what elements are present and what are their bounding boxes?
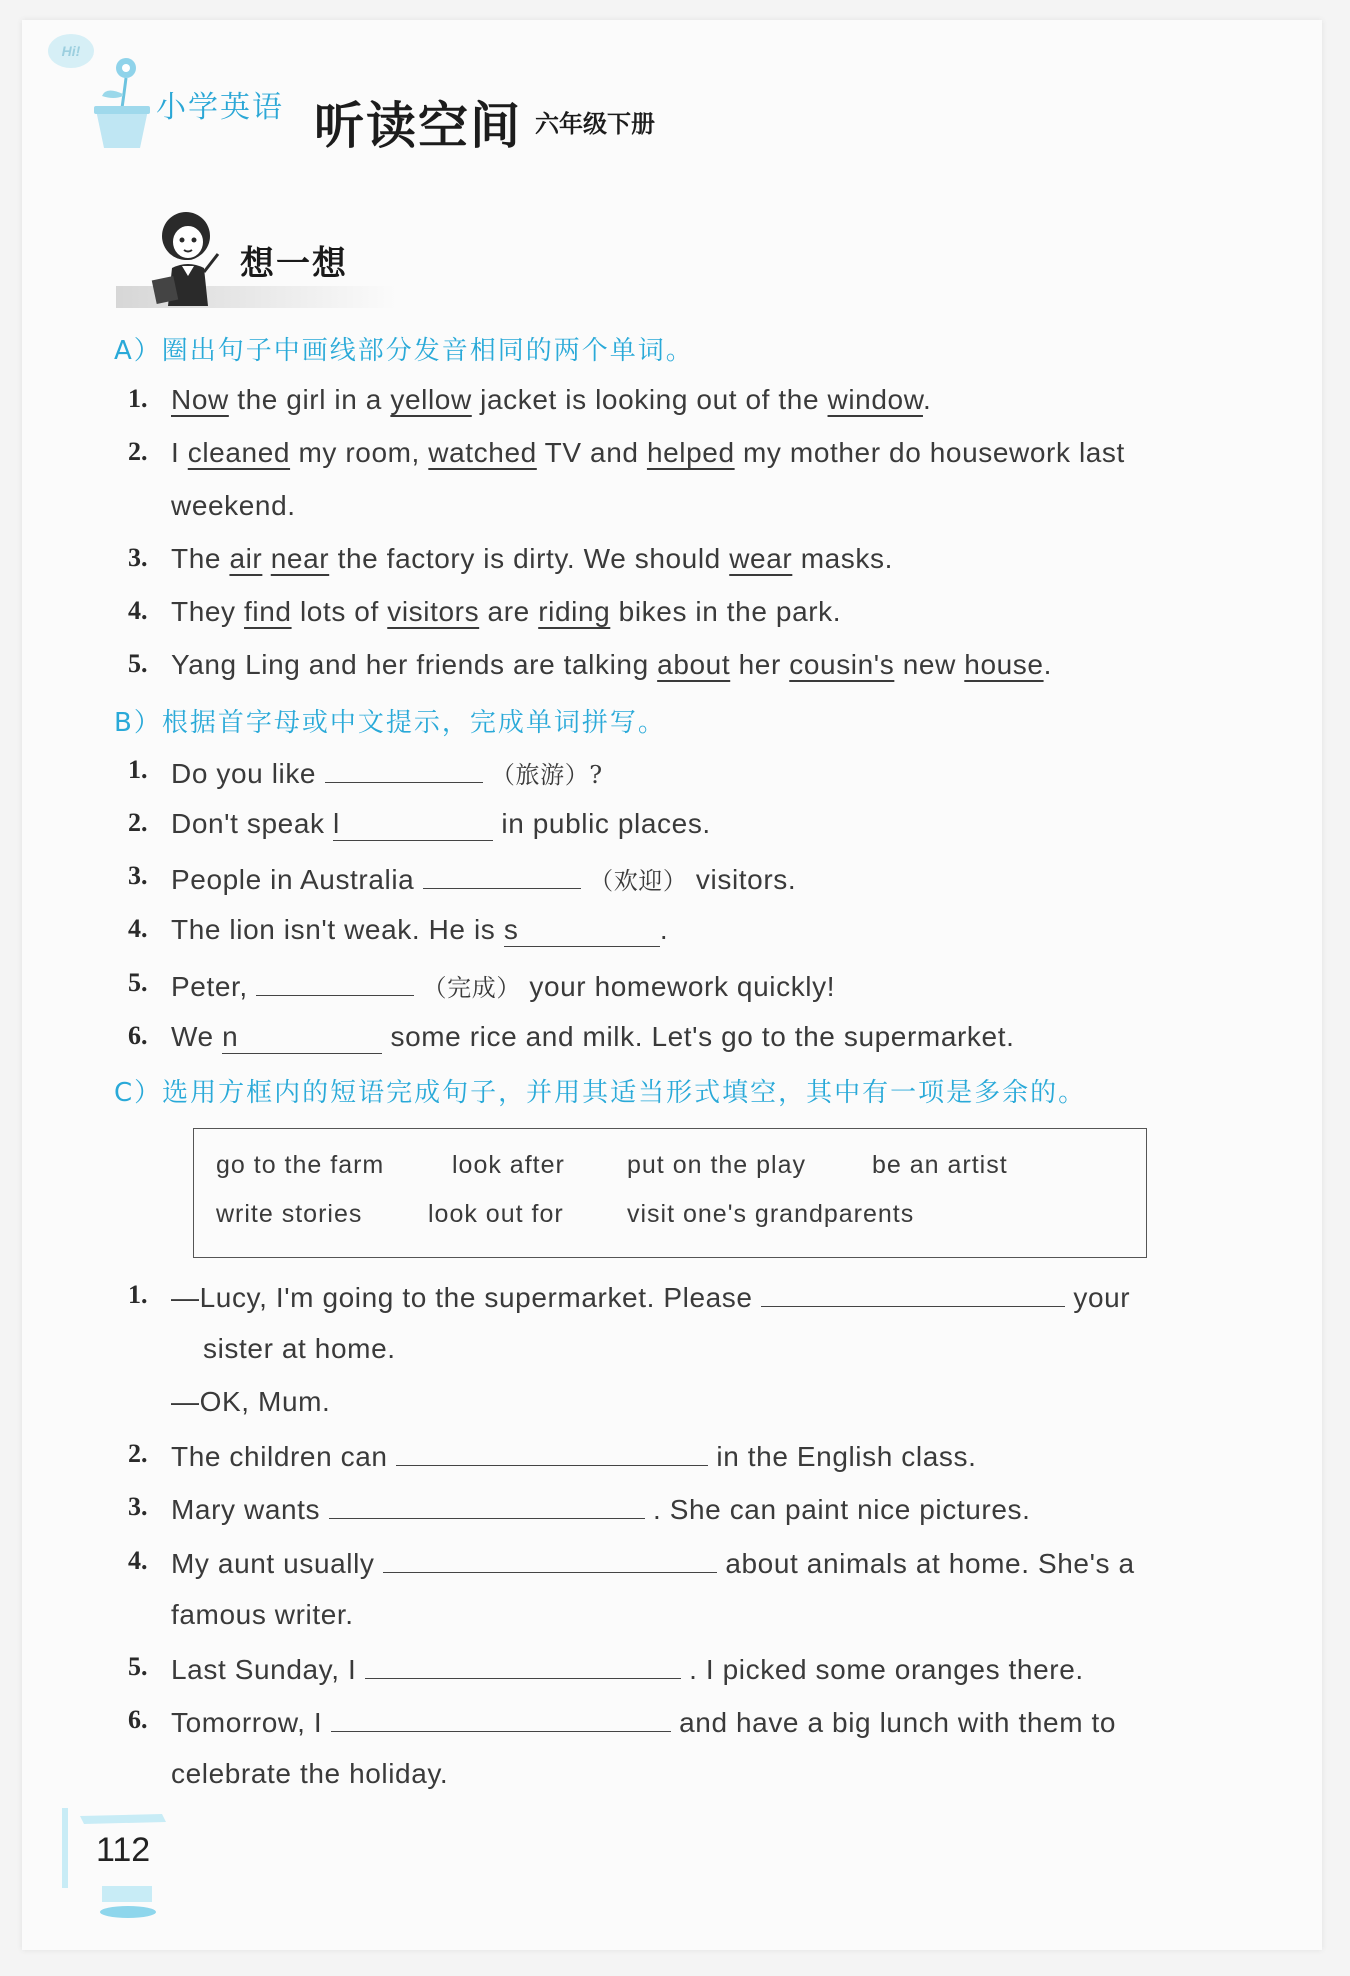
phrase-item: visit one's grandparents [627, 1200, 915, 1228]
sentence-text: bikes in the park. [610, 596, 842, 627]
sentence [171, 1546, 1135, 1580]
thinking-girl-icon [146, 206, 238, 306]
phrase-item: put on the play [627, 1151, 807, 1179]
sentence [171, 808, 711, 841]
sentence-text: jacket is looking out of the [471, 384, 828, 415]
sentence-text: They [171, 596, 245, 627]
initial-letter: n [222, 1021, 239, 1052]
question-number: 5. [128, 968, 148, 997]
phrase-item: look out for [428, 1200, 564, 1228]
underlined-word: Now [171, 384, 229, 415]
sentence [171, 755, 603, 790]
question-number: 1. [128, 755, 148, 784]
section-c-instruction: C）选用方框内的短语完成句子，并用其适当形式填空，其中有一项是多余的。 [114, 1078, 1087, 1108]
sentence-text: Peter, [171, 971, 248, 1002]
underlined-word: cousin's [789, 649, 895, 680]
grade-label: 六年级下册 [535, 110, 655, 138]
sentence [171, 861, 796, 896]
initial-letter: l [332, 808, 340, 839]
question-number: 6. [128, 1705, 148, 1734]
sentence-text: The [171, 543, 230, 574]
sentence-text: and have a big lunch with them to [679, 1707, 1117, 1738]
question-number: 5. [128, 1652, 148, 1681]
sentence-text: . [1043, 649, 1052, 680]
sentence-text: Don't speak [171, 808, 325, 839]
sentence-text: my room, [290, 437, 429, 468]
question-number: 2. [128, 437, 148, 466]
answer-blank[interactable] [365, 1652, 681, 1679]
sentence-text [262, 543, 270, 574]
sentence [171, 968, 835, 1003]
sentence-text: Last Sunday, I [171, 1654, 357, 1685]
sentence-text: my mother do housework last [734, 437, 1125, 468]
phrase-item: write stories [216, 1200, 363, 1228]
chinese-hint: （完成） [422, 974, 521, 1002]
sentence-text: some rice and milk. Let's go to the supermarket. [390, 1021, 1015, 1052]
underlined-word: visitors [387, 596, 480, 627]
sentence-text: her [730, 649, 790, 680]
question-number: 4. [128, 914, 148, 943]
sentence-text: Do you like [171, 758, 317, 789]
question-number: 3. [128, 861, 148, 890]
underlined-word: yellow [390, 384, 472, 415]
sentence-text: —Lucy, I'm going to the supermarket. Please [171, 1282, 753, 1313]
sentence-text: the factory is dirty. We should [329, 543, 730, 574]
underlined-word: about [657, 649, 731, 680]
sentence-text: masks. [792, 543, 893, 574]
sentence [171, 649, 1052, 681]
sentence [171, 1492, 1030, 1526]
underlined-word: find [244, 596, 292, 627]
book-title: 听读空间 [314, 97, 522, 155]
answer-blank[interactable] [222, 1021, 382, 1054]
phrase-item: be an artist [872, 1151, 1008, 1179]
sentence-text: My aunt usually [171, 1548, 375, 1579]
answer-blank[interactable] [383, 1546, 717, 1573]
sentence-text: . I picked some oranges there. [689, 1654, 1084, 1685]
sentence-continued: celebrate the holiday. [171, 1758, 449, 1789]
sentence-text: about animals at home. She's a [725, 1548, 1135, 1579]
answer-blank[interactable] [423, 888, 581, 889]
answer-blank[interactable] [329, 1492, 645, 1519]
sentence-text: . She can paint nice pictures. [652, 1494, 1031, 1525]
sentence [171, 384, 931, 416]
dialogue-reply: —OK, Mum. [171, 1386, 331, 1417]
sentence-text: in the English class. [716, 1441, 977, 1472]
sentence-text: I [171, 437, 188, 468]
answer-blank[interactable] [504, 914, 660, 947]
sentence-text: are [479, 596, 539, 627]
sentence [171, 543, 893, 575]
underlined-word: watched [428, 437, 537, 468]
sentence-text: in public places. [501, 808, 711, 839]
phrase-item: go to the farm [216, 1151, 385, 1179]
question-number: 2. [128, 808, 148, 837]
sentence [171, 1705, 1116, 1739]
answer-blank[interactable] [333, 808, 493, 841]
sentence-text: Tomorrow, I [171, 1707, 323, 1738]
sentence-continued: sister at home. [203, 1333, 396, 1364]
underlined-word: window [827, 384, 923, 415]
question-number: 5. [128, 649, 148, 678]
sentence-text: We [171, 1021, 214, 1052]
sentence-text: visitors. [695, 864, 797, 895]
answer-blank[interactable] [331, 1705, 671, 1732]
think-banner [116, 206, 396, 310]
question-number: 3. [128, 1492, 148, 1521]
sentence-text: People in Australia [171, 864, 415, 895]
answer-blank[interactable] [761, 1280, 1065, 1307]
sentence [171, 1652, 1084, 1686]
sentence-text: Mary wants [171, 1494, 321, 1525]
underlined-word: air [229, 543, 263, 574]
sentence [171, 1021, 1014, 1054]
sentence [171, 437, 1125, 469]
sentence-continued: weekend. [171, 490, 296, 521]
question-number: 4. [128, 596, 148, 625]
phrase-box [193, 1128, 1147, 1258]
phrase-item: look after [452, 1151, 565, 1179]
page-number: 112 [96, 1831, 151, 1869]
question-number: 1. [128, 384, 148, 413]
sentence [171, 1280, 1130, 1314]
underlined-word: near [270, 543, 330, 574]
series-name: 小学英语 [156, 90, 284, 125]
question-number: 3. [128, 543, 148, 572]
sentence [171, 914, 668, 947]
answer-blank[interactable] [256, 995, 414, 996]
question-number: 1. [128, 1280, 148, 1309]
answer-blank[interactable] [325, 782, 483, 783]
sentence [171, 1439, 976, 1473]
underlined-word: riding [538, 596, 611, 627]
sentence-text: The lion isn't weak. He is [171, 914, 496, 945]
initial-letter: s [503, 914, 519, 945]
sentence-text: . [659, 914, 669, 945]
chinese-hint: （欢迎） [589, 867, 688, 895]
underlined-word: wear [729, 543, 793, 574]
sentence-text: The children can [171, 1441, 388, 1472]
answer-blank[interactable] [396, 1439, 708, 1466]
sentence [171, 596, 841, 628]
question-number: 6. [128, 1021, 148, 1050]
sentence-text: your [1073, 1282, 1131, 1313]
section-b-instruction: B）根据首字母或中文提示，完成单词拼写。 [114, 708, 666, 738]
sentence-text: . [922, 384, 932, 415]
question-number: 4. [128, 1546, 148, 1575]
section-a-instruction: A）圈出句子中画线部分发音相同的两个单词。 [114, 336, 694, 366]
sentence-continued: famous writer. [171, 1599, 354, 1630]
hi-bubble-icon: Hi! [48, 34, 94, 68]
sentence-text: lots of [291, 596, 388, 627]
underlined-word: house [964, 649, 1044, 680]
sentence-text: the girl in a [228, 384, 391, 415]
sentence-text: Yang Ling and her friends are talking [171, 649, 658, 680]
chinese-hint: （旅游）? [490, 761, 603, 789]
think-title: 想一想 [240, 244, 348, 284]
question-number: 2. [128, 1439, 148, 1468]
sentence-text: new [894, 649, 965, 680]
underlined-word: helped [646, 437, 735, 468]
underlined-word: cleaned [187, 437, 291, 468]
flower-pot-icon [86, 54, 156, 150]
sentence-text: your homework quickly! [529, 971, 836, 1002]
sentence-text: TV and [536, 437, 647, 468]
